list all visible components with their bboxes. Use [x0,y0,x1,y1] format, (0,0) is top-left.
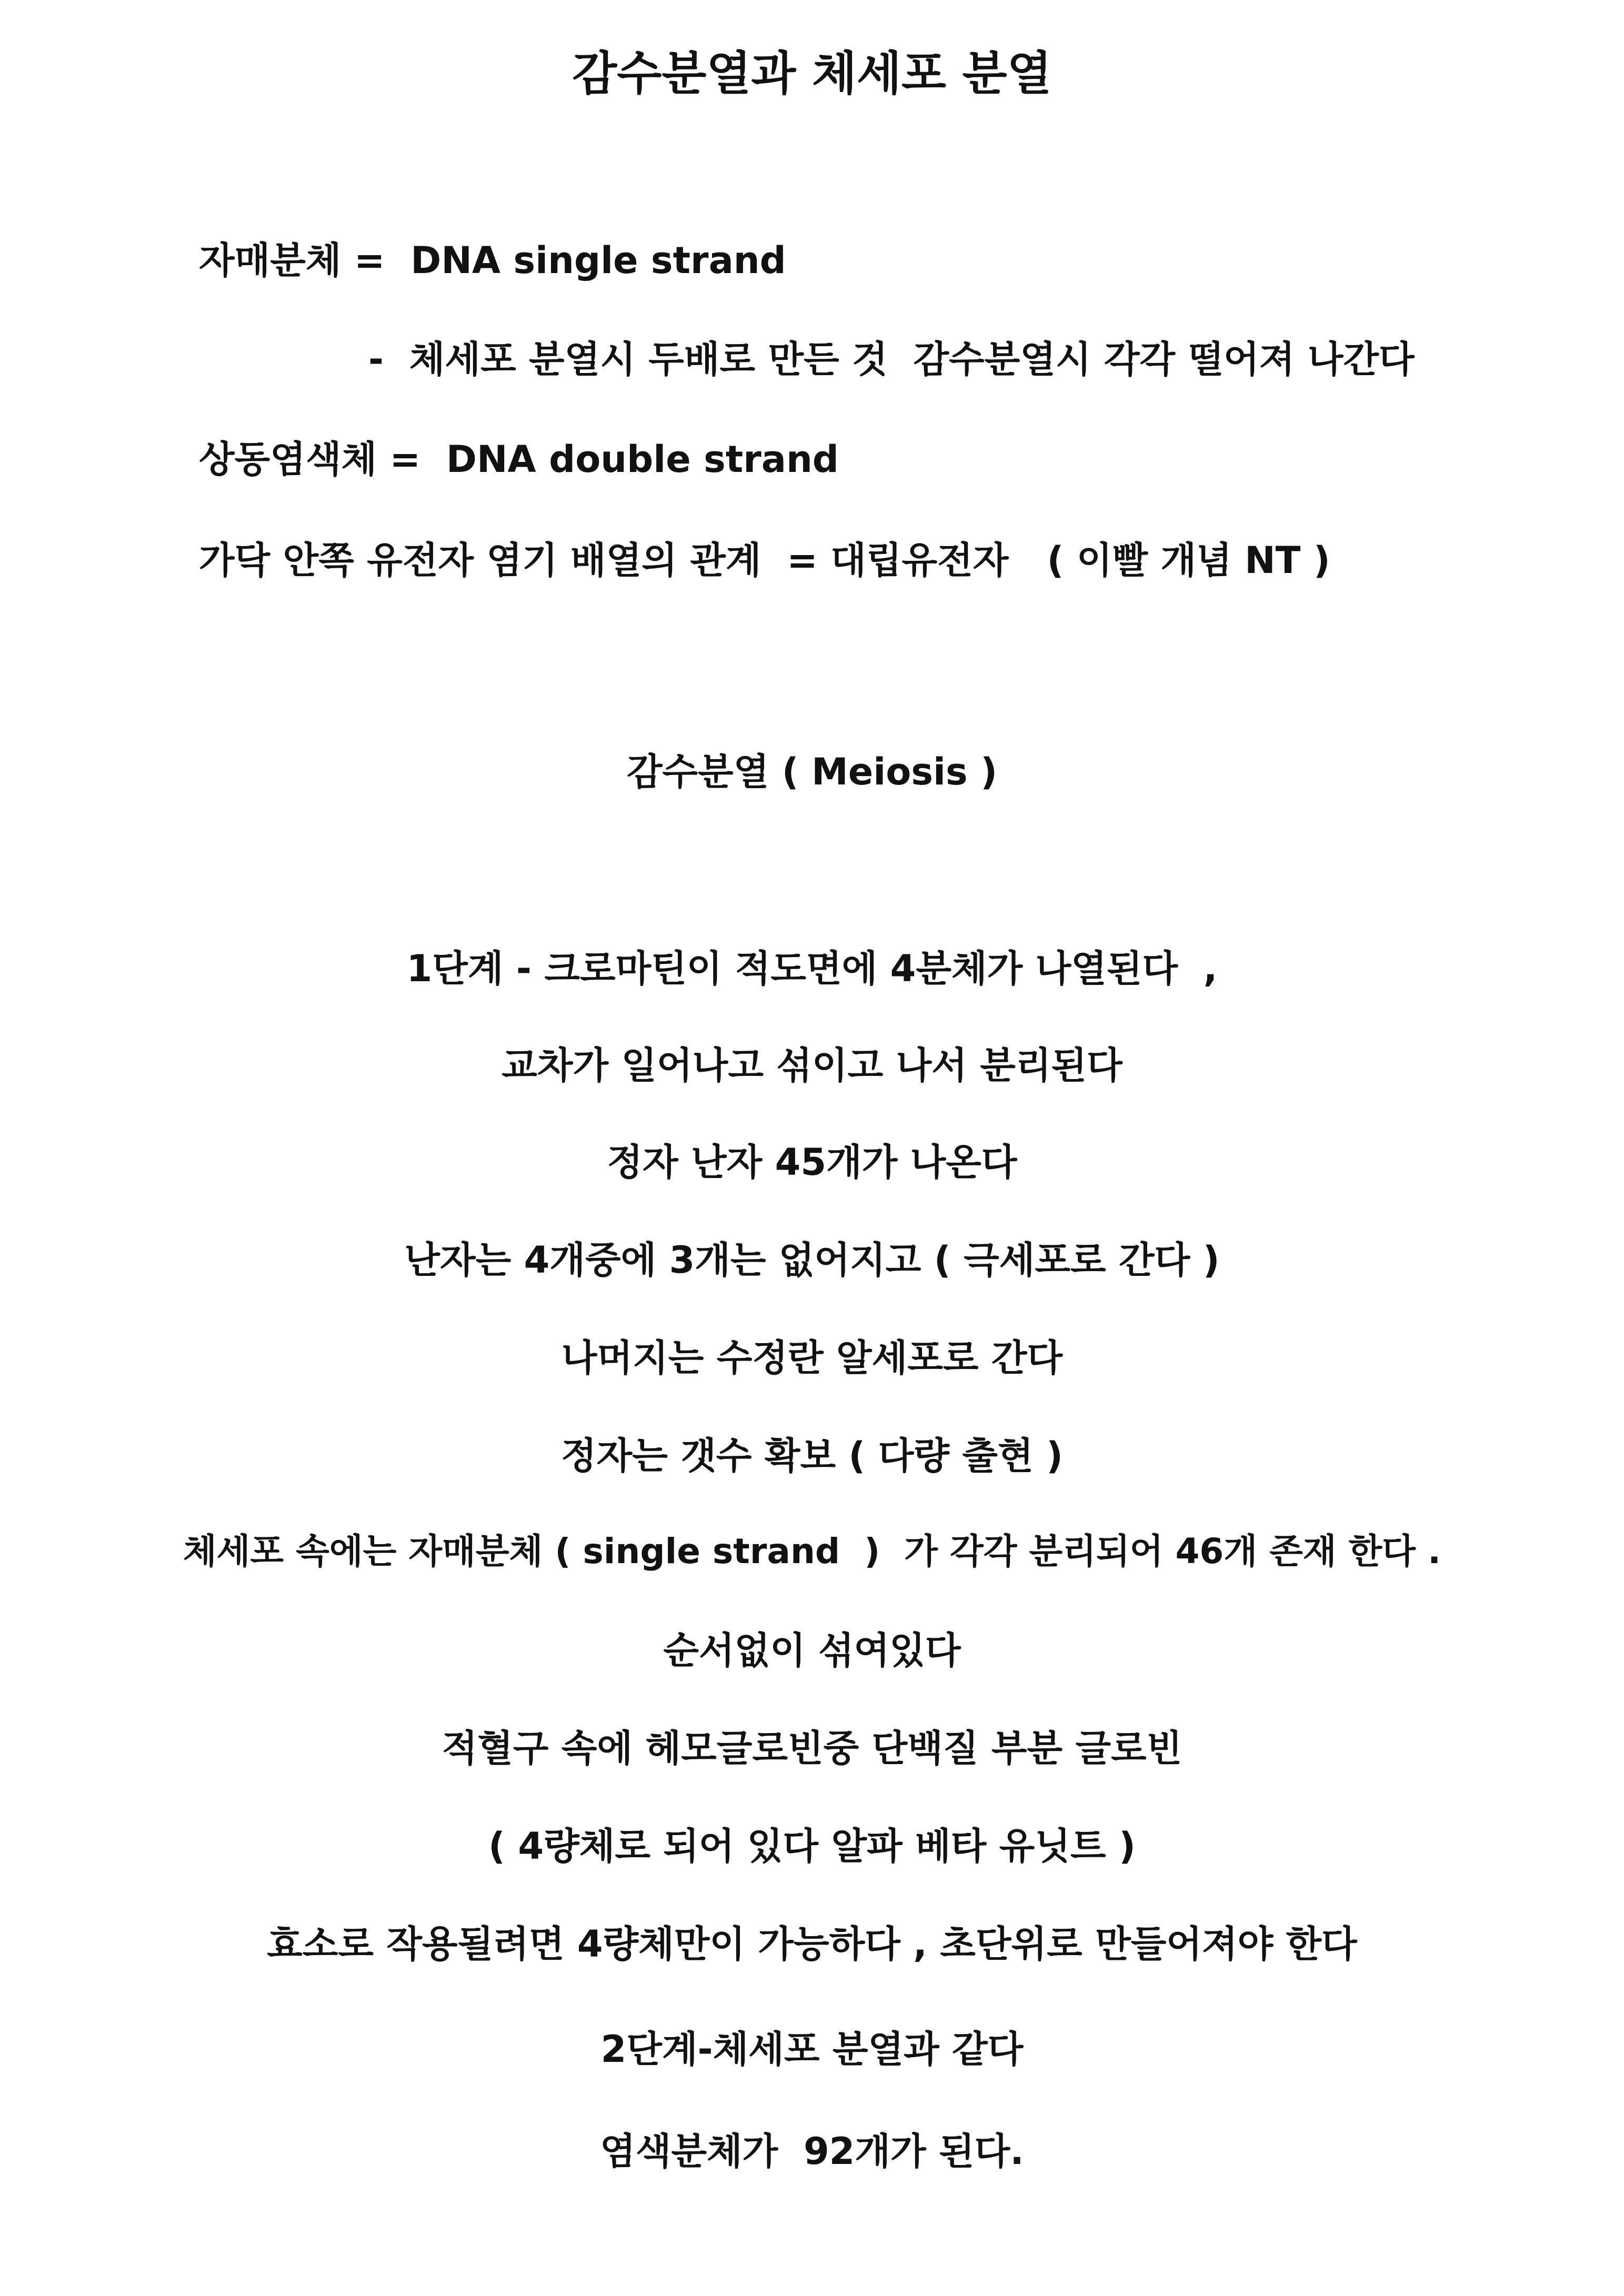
body-line: 교차가 일어나고 섞이고 나서 분리된다 [502,1044,1122,1087]
body-line: 순서없이 섞여있다 [663,1629,961,1672]
body-line: 2단계-체세포 분열과 같다 [600,2028,1024,2071]
body-line: 효소로 작용될려면 4량체만이 가능하다 , 초단위로 만들어져야 한다 [267,1922,1357,1966]
definition-homolog: 상동염색체 = DNA double strand [199,438,839,481]
body-line: ( 4량체로 되어 있다 알파 베타 유닛트 ) [488,1825,1136,1868]
definition-chromatid-note: - 체세포 분열시 두배로 만든 것 감수분열시 각각 떨어져 나간다 [368,338,1415,381]
body-line: 염색분체가 92개가 된다. [600,2130,1024,2173]
body-line: 정자 난자 45개가 나온다 [607,1141,1017,1184]
body-line: 적혈구 속에 헤모글로빈중 단백질 부분 글로빈 [442,1727,1182,1770]
page-title: 감수분열과 체세포 분열 [572,46,1052,100]
body-line: 정자는 갯수 확보 ( 다량 출현 ) [560,1434,1064,1477]
definition-allele: 가닥 안쪽 유전자 염기 배열의 관계 = 대립유전자 ( 이빨 개념 NT ) [199,539,1330,582]
body-line: 나머지는 수정란 알세포로 간다 [561,1336,1063,1379]
body-line: 난자는 4개중에 3개는 없어지고 ( 극세포로 간다 ) [404,1238,1220,1282]
body-line: 1단계 - 크로마틴이 적도면에 4분체가 나열된다 , [406,947,1218,990]
body-line: 체세포 속에는 자매분체 ( single strand ) 가 각각 분리되어 46개 존재 한다 . [183,1531,1441,1572]
definition-chromatid: 자매분체 = DNA single strand [199,239,786,282]
section-heading: 감수분열 ( Meiosis ) [626,750,998,793]
